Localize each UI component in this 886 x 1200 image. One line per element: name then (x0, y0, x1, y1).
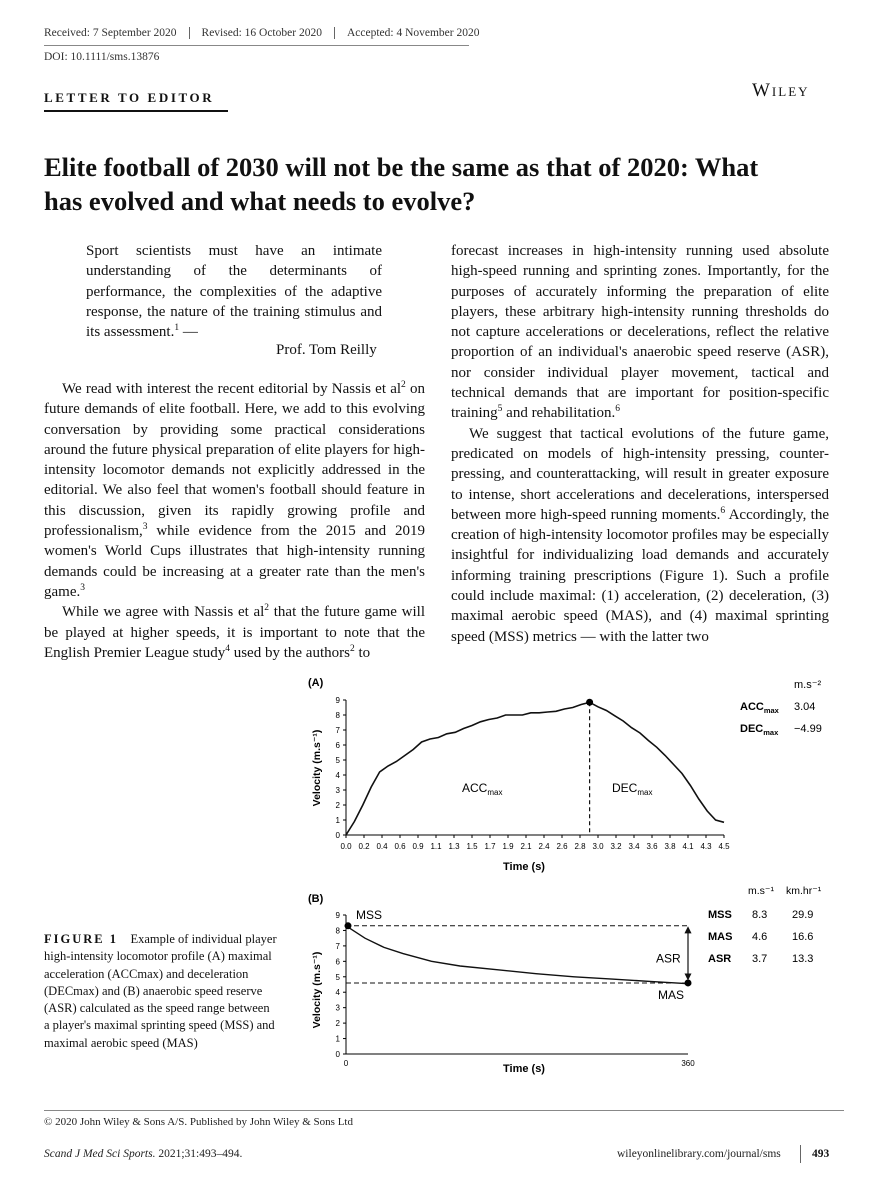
y-tick-label: 9 (335, 696, 340, 705)
panel-b-x-label: Time (s) (503, 1063, 545, 1075)
x-tick-label: 0.9 (412, 842, 424, 851)
mss-marker (345, 922, 352, 929)
dec-label: $DEC_{max}$ (612, 781, 653, 797)
citation-ref[interactable]: 2 (349, 643, 355, 654)
citation-ref[interactable]: 3 (142, 522, 148, 533)
text: While we agree with Nassis et al (62, 604, 265, 621)
table-kmh: 13.3 (792, 953, 814, 965)
x-tick-label: 0 (343, 1059, 349, 1068)
citation-ref[interactable]: 6 (720, 505, 726, 516)
epigraph-text: Sport scientists must have an intimate understanding of the determinants of performance, the complexities of the adaptive response, the nature of the training stimulus and its assessment. (86, 243, 382, 341)
section-label: LETTER TO EDITOR (44, 90, 215, 105)
y-tick-label: 4 (335, 771, 340, 780)
citation-ref[interactable]: 2 (264, 603, 270, 614)
citation-ref[interactable]: 4 (225, 643, 230, 654)
paragraph (44, 602, 425, 663)
y-tick-label: 1 (335, 816, 340, 825)
epigraph-author: Prof. Tom Reilly (276, 342, 377, 358)
x-tick-label: 2.1 (520, 842, 532, 851)
epigraph-ref[interactable]: 1 (174, 323, 180, 334)
doi[interactable]: DOI: 10.1111/sms.13876 (44, 51, 160, 63)
panel-b-unit-kmh: km.hr⁻¹ (786, 885, 822, 897)
x-tick-label: 4.5 (718, 842, 730, 851)
text: to (354, 644, 371, 661)
x-tick-label: 3.8 (664, 842, 676, 851)
x-tick-label: 0.6 (394, 842, 406, 851)
x-tick-label: 2.6 (556, 842, 568, 851)
table-metric: MSS (708, 909, 732, 921)
journal-ref: 2021;31:493–494. (155, 1148, 243, 1160)
x-tick-label: 1.9 (502, 842, 514, 851)
header-rule (44, 45, 469, 46)
x-tick-label: 2.4 (538, 842, 550, 851)
x-tick-label: 360 (681, 1059, 695, 1068)
y-tick-label: 0 (335, 831, 340, 840)
citation-ref[interactable]: 2 (401, 380, 406, 390)
y-tick-label: 6 (335, 741, 340, 750)
page-separator (800, 1145, 801, 1163)
y-tick-label: 4 (335, 988, 340, 998)
x-tick-label: 3.6 (646, 842, 658, 851)
y-tick-label: 5 (335, 972, 340, 982)
epigraph-dash: — (179, 324, 198, 341)
y-tick-label: 7 (335, 941, 340, 951)
panel-a-label: (A) (308, 677, 324, 689)
journal-name: Scand J Med Sci Sports. (44, 1148, 156, 1160)
journal-url[interactable]: wileyonlinelibrary.com/journal/sms (617, 1148, 781, 1160)
page-number: 493 (812, 1148, 830, 1160)
text: Accordingly, the creation of high-intensity locomotor profiles may be especially insightful for individualizing load demands and accurately informing training prescriptions (Figure 1). Such a profile could include maximal: (1) acceleration, (2) deceleration, (3) maximal aerobic speed (MAS), and (4) maximal sprinting speed (MSS) metrics — with the latter two (451, 506, 829, 645)
text: forecast increases in high-intensity running used absolute high-speed running and sprinting zones. Importantly, for the purposes of accurately informing the preparation of elite players, these arbitrary high-intensity running thresholds do not capture accelerations or decelerations, reflect the relative proportion of an individual's anaerobic speed reserve (ASR), nor consider individual player movement, tactical and technical demands that are important for position-specific training (451, 243, 829, 422)
x-tick-label: 3.4 (628, 842, 640, 851)
figure-1 (290, 670, 840, 1090)
panel-a-y-label: Velocity (m.s⁻¹) (311, 729, 323, 807)
paragraph (451, 241, 829, 424)
figure-caption (44, 931, 278, 1052)
metric-value: 3.04 (794, 701, 816, 713)
table-metric: ASR (708, 953, 732, 965)
metric-name: $DEC_{max}$ (740, 723, 779, 737)
accepted-date: Accepted: 4 November 2020 (346, 27, 480, 39)
x-tick-label: 2.8 (574, 842, 586, 851)
title-line-2: has evolved and what needs to evolve? (44, 186, 476, 216)
y-tick-label: 5 (335, 756, 340, 765)
y-tick-label: 3 (335, 1003, 340, 1013)
epigraph (86, 241, 382, 342)
y-tick-label: 0 (335, 1050, 340, 1059)
table-kmh: 29.9 (792, 909, 814, 921)
table-ms: 3.7 (752, 953, 768, 965)
right-column (451, 241, 829, 647)
y-tick-label: 1 (335, 1034, 340, 1044)
acc-label: $ACC_{max}$ (462, 781, 503, 797)
y-tick-label: 8 (335, 926, 340, 936)
paragraph (44, 379, 425, 602)
table-metric: MAS (708, 931, 733, 943)
footer-rule (44, 1110, 844, 1111)
x-tick-label: 3.0 (592, 842, 604, 851)
x-tick-label: 3.2 (610, 842, 622, 851)
text: while evidence from the 2015 and 2019 women's World Cups illustrates that high-intensity running demands could be increasing at a greater rate than the men's game. (44, 523, 425, 600)
text: and rehabilitation. (502, 405, 616, 422)
table-ms: 8.3 (752, 909, 768, 921)
x-tick-label: 1.5 (466, 842, 478, 851)
y-tick-label: 3 (335, 786, 340, 795)
publisher-logo: Wiley (752, 80, 810, 101)
received-date: Received: 7 September 2020 (44, 27, 190, 39)
table-kmh: 16.6 (792, 931, 814, 943)
x-tick-label: 0.2 (358, 842, 370, 851)
citation-ref[interactable]: 6 (615, 404, 621, 415)
copyright: © 2020 John Wiley & Sons A/S. Published by John Wiley & Sons Ltd (44, 1116, 353, 1128)
y-tick-label: 6 (335, 957, 340, 967)
panel-a-unit: m.s⁻² (794, 679, 822, 691)
x-tick-label: 4.3 (700, 842, 712, 851)
x-tick-label: 1.3 (448, 842, 460, 851)
y-tick-label: 2 (335, 801, 340, 810)
history-dates (44, 27, 491, 39)
left-column (44, 379, 425, 663)
y-tick-label: 7 (335, 726, 340, 735)
x-tick-label: 0.0 (340, 842, 352, 851)
text: on future demands of elite football. Here, we add to this evolving conversation by providing some practical considerations around the future physical preparation of elite players for high-intensity locomotor demands not explicitly addressed in the editorial. We also feel that women's football should feature in this discussion, given its rapidly growing profile and professionalism, (44, 381, 425, 540)
text: We suggest that tactical evolutions of the future game, predicated on models of high-intensity pressing, counter-pressing, and counterattacking, will result in greater exposure to intense, short accelerations and decelerations, interspersed between more high-speed running moments. (451, 425, 829, 523)
citation-ref[interactable]: 5 (497, 404, 503, 415)
text: used by the authors (229, 644, 350, 661)
speed-curve (346, 926, 688, 984)
paragraph (451, 424, 829, 647)
citation-ref[interactable]: 3 (80, 582, 85, 593)
table-ms: 4.6 (752, 931, 768, 943)
panel-b-y-label: Velocity (m.s⁻¹) (311, 951, 323, 1029)
metric-name: $ACC_{max}$ (740, 701, 779, 715)
velocity-curve (346, 702, 724, 835)
panel-b-unit-ms: m.s⁻¹ (748, 885, 774, 897)
y-tick-label: 2 (335, 1019, 340, 1029)
text: that the future game will be played at higher speeds, it is important to note that the English Premier League study (44, 604, 425, 661)
metric-value: −4.99 (794, 723, 822, 735)
x-tick-label: 4.1 (682, 842, 694, 851)
mss-annotation: MSS (356, 907, 383, 922)
caption-text: Example of individual player high-intensity locomotor profile (A) maximal acceleration (ACCmax) and deceleration (DECmax) and (B) anaerobic speed reserve (ASR) calculated as the speed range between a player's maximal sprinting speed (MSS) and maximal aerobic speed (MAS) (44, 932, 277, 1050)
mas-annotation: MAS (658, 987, 685, 1002)
x-tick-label: 1.1 (430, 842, 442, 851)
y-tick-label: 8 (335, 711, 340, 720)
panel-b-label: (B) (308, 893, 324, 905)
figure-label: FIGURE 1 (44, 932, 118, 946)
revised-date: Revised: 16 October 2020 (190, 27, 335, 39)
y-tick-label: 9 (335, 911, 340, 920)
x-tick-label: 0.4 (376, 842, 388, 851)
text: We read with interest the recent editorial by Nassis et al (62, 381, 402, 397)
title-line-1: Elite football of 2030 will not be the same as that of 2020: What (44, 152, 759, 182)
article-title (44, 150, 844, 218)
mas-marker (685, 979, 692, 986)
x-tick-label: 1.7 (484, 842, 496, 851)
asr-annotation: ASR (656, 951, 681, 966)
journal-citation (44, 1148, 242, 1160)
panel-a-x-label: Time (s) (503, 861, 545, 873)
peak-marker (586, 699, 593, 706)
section-underline (44, 110, 228, 112)
